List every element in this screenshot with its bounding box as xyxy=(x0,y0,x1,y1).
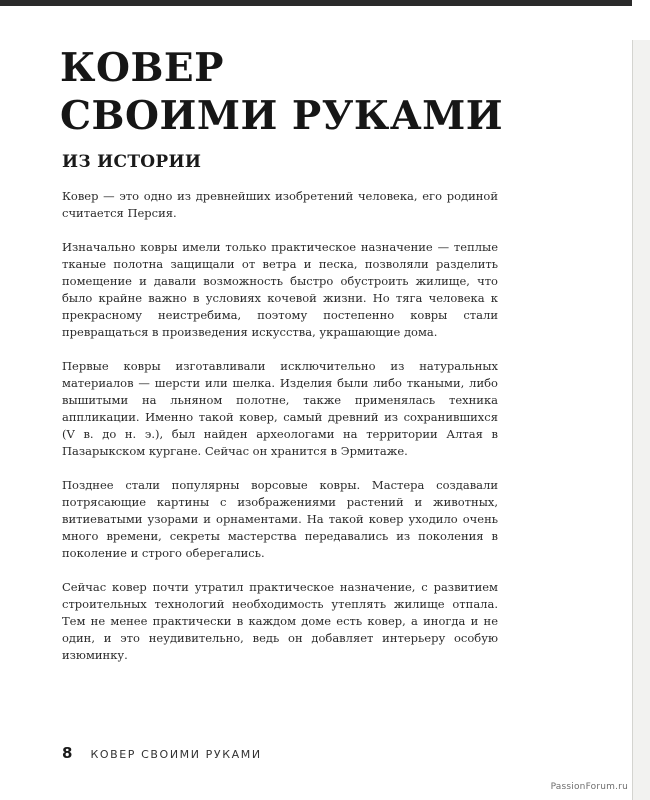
paragraph-5: Сейчас ковер почти утратил практическое назначение, с развитием строительных технологий необходимость утеплять жилище отпала. Тем не менее практически в каждом доме есть ковер, а иногда и не один, и это неудивительно, ведь он добавляет интерьеру особую изюминку. xyxy=(62,580,498,662)
page-title-line-2: СВОИМИ РУКАМИ xyxy=(60,93,504,139)
paragraph-4: Позднее стали популярны ворсовые ковры. Мастера создавали потрясающие картины с изображениями растений и животных, витиеватыми узорами и орнаментами. На такой ковер уходило очень много времени, секреты мастерства передавались из поколения в поколение и строго оберегались. xyxy=(62,478,498,560)
page-title-line-1: КОВЕР xyxy=(60,45,224,91)
running-title: КОВЕР СВОИМИ РУКАМИ xyxy=(90,748,262,761)
paragraph-2: Изначально ковры имели только практическое назначение — теплые тканые полотна защищали от ветра и песка, позволяли разделить помещение и давали возможность быстро обустроить жилище, что было крайне важно в условиях кочевой жизни. Но тяга человека к прекрасному неистребима, поэтому постепенно ковры стали превращаться в произведения искусства, украшающие дома. xyxy=(62,240,498,339)
top-rule xyxy=(0,0,632,6)
article-body xyxy=(62,186,498,681)
watermark: PassionForum.ru xyxy=(550,782,628,792)
section-heading: ИЗ ИСТОРИИ xyxy=(62,152,202,172)
page-number: 8 xyxy=(62,744,73,762)
paragraph-1: Ковер — это одно из древнейших изобретений человека, его родиной считается Персия. xyxy=(62,189,498,220)
paragraph-3: Первые ковры изготавливали исключительно из натуральных материалов — шерсти или шелка. Изделия были либо ткаными, либо вышитыми на льняном полотне, также применялась техника аппликации. Именно такой ковер, самый древний из сохранившихся (V в. до н. э.), был найден археологами на территории Алтая в Пазарыкском кургане. Сейчас он хранится в Эрмитаже. xyxy=(62,359,498,458)
page-footer xyxy=(62,744,262,764)
page-edge xyxy=(632,40,650,800)
page-title xyxy=(60,44,503,140)
